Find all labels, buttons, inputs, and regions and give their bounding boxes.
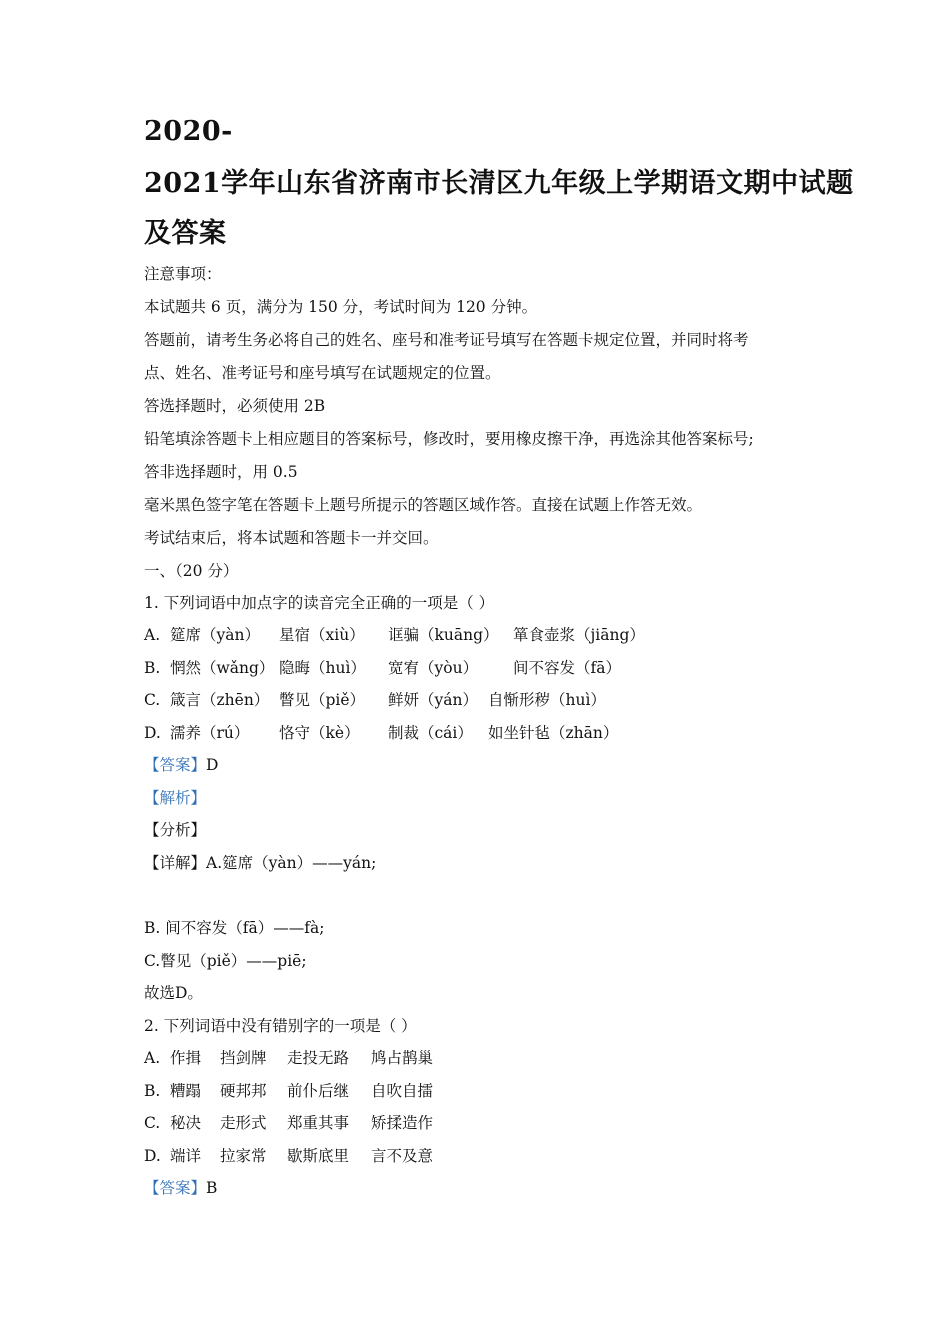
answer-tag: 【答案】 xyxy=(144,1179,207,1197)
title-line-3: 及答案 xyxy=(144,218,227,249)
question-2-option-a: A. 作揖 挡剑牌 走投无路 鸠占鹊巢 xyxy=(144,1049,434,1067)
question-2-option-d: D. 端详 拉家常 歇斯底里 言不及意 xyxy=(144,1147,434,1165)
question-1-conclusion: 故选D。 xyxy=(144,984,203,1002)
question-1-detail-line: B. 间不容发（fā）——fà; xyxy=(144,919,325,937)
question-1-detail-line: C.瞥见（piě）——piē; xyxy=(144,952,307,970)
section-heading: 一、（20 分） xyxy=(144,562,239,580)
question-2-stem: 2. 下列词语中没有错别字的一项是（ ） xyxy=(144,1017,417,1035)
question-1-fenxi-tag: 【分析】 xyxy=(144,821,207,839)
notice-line: 毫米黑色签字笔在答题卡上题号所提示的答题区域作答。直接在试题上作答无效。 xyxy=(144,496,703,514)
notice-line: 答非选择题时，用 0.5 xyxy=(144,463,298,481)
question-1-option-a: A. 筵席（yàn） 星宿（xiù） 诓骗（kuāng） 箪食壶浆（jiāng） xyxy=(144,626,645,644)
question-1-detail-line: 【详解】A.筵席（yàn）——yán; xyxy=(144,854,377,872)
notice-line: 答选择题时，必须使用 2B xyxy=(144,397,326,415)
question-1-option-b: B. 惘然（wǎng） 隐晦（huì） 宽宥（yòu） 间不容发（fā） xyxy=(144,659,621,677)
question-1-option-d: D. 濡养（rú） 恪守（kè） 制裁（cái） 如坐针毡（zhān） xyxy=(144,724,619,742)
notice-line: 点、姓名、准考证号和座号填写在试题规定的位置。 xyxy=(144,364,501,382)
question-2-option-b: B. 糟蹋 硬邦邦 前仆后继 自吹自擂 xyxy=(144,1082,434,1100)
notice-line: 铅笔填涂答题卡上相应题目的答案标号，修改时，要用橡皮擦干净，再选涂其他答案标号; xyxy=(144,430,754,448)
notice-line: 答题前，请考生务必将自己的姓名、座号和准考证号填写在答题卡规定位置，并同时将考 xyxy=(144,331,749,349)
answer-tag: 【答案】 xyxy=(144,756,207,774)
title-line-1: 2020- xyxy=(144,116,233,147)
question-1-stem: 1. 下列词语中加点字的读音完全正确的一项是（ ） xyxy=(144,594,495,612)
title-line-2: 2021学年山东省济南市长清区九年级上学期语文期中试题 xyxy=(144,168,854,199)
question-1-answer: 【答案】D xyxy=(144,756,219,774)
notice-heading: 注意事项： xyxy=(144,265,222,283)
question-2-answer: 【答案】B xyxy=(144,1179,218,1197)
notice-line: 考试结束后，将本试题和答题卡一并交回。 xyxy=(144,529,439,547)
question-1-option-c: C. 箴言（zhēn） 瞥见（piě） 鲜妍（yán） 自惭形秽（huì） xyxy=(144,691,606,709)
question-2-option-c: C. 秘决 走形式 郑重其事 矫揉造作 xyxy=(144,1114,434,1132)
question-1-analysis-tag: 【解析】 xyxy=(144,789,207,807)
notice-line: 本试题共 6 页，满分为 150 分，考试时间为 120 分钟。 xyxy=(144,298,538,316)
